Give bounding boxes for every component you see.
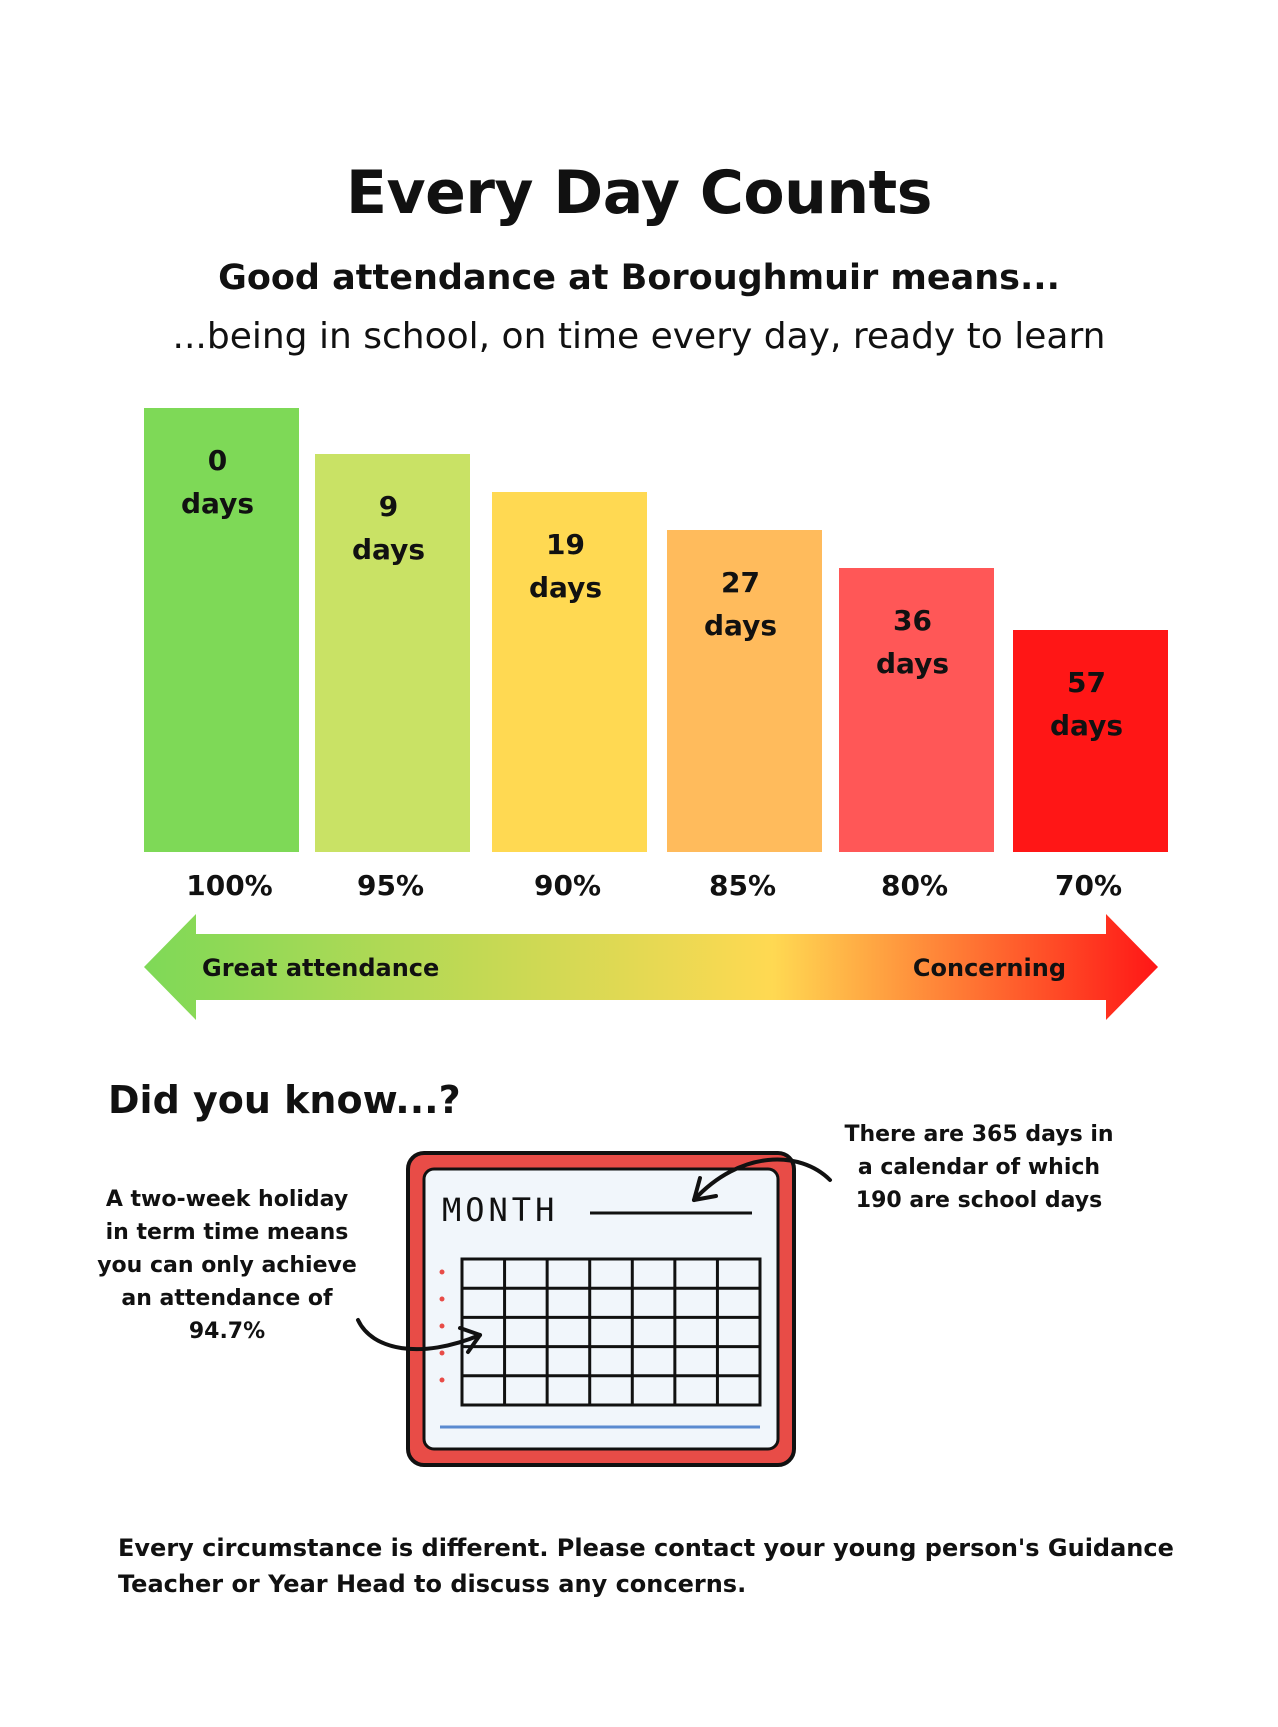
calendar-month-label: MONTH bbox=[442, 1191, 559, 1229]
did-you-know-heading: Did you know...? bbox=[108, 1078, 461, 1122]
bar-unit-label: days bbox=[352, 533, 425, 566]
arrow-to-grid-icon bbox=[358, 1320, 480, 1349]
bar-unit-label: days bbox=[529, 571, 602, 604]
bar-value-label: 27 bbox=[721, 566, 760, 599]
page-tagline: ...being in school, on time every day, ready to learn bbox=[172, 316, 1106, 357]
page-title: Every Day Counts bbox=[346, 158, 932, 228]
bar-unit-label: days bbox=[704, 609, 777, 642]
bar-value-label: 9 bbox=[378, 490, 399, 523]
arrow-label-great: Great attendance bbox=[202, 954, 440, 982]
calendar-days-note: There are 365 days in a calendar of which 190 are school days bbox=[844, 1122, 1114, 1213]
bar-value-label: 19 bbox=[546, 528, 585, 561]
page-subtitle: Good attendance at Boroughmuir means... bbox=[218, 258, 1060, 298]
x-tick-label: 80% bbox=[880, 869, 949, 902]
arrow-label-concerning: Concerning bbox=[912, 954, 1066, 982]
bar-value-label: 57 bbox=[1067, 666, 1106, 699]
x-tick-label: 100% bbox=[186, 869, 273, 902]
x-tick-label: 85% bbox=[708, 869, 777, 902]
holiday-note: A two-week holiday in term time means you can only achieve an attendance of 94.7% bbox=[97, 1187, 357, 1344]
bar-unit-label: days bbox=[876, 647, 949, 680]
bar-unit-label: days bbox=[1050, 709, 1123, 742]
bar-value-label: 36 bbox=[893, 604, 932, 637]
x-tick-label: 95% bbox=[356, 869, 425, 902]
arrow-to-month-icon bbox=[694, 1160, 830, 1200]
bar-unit-label: days bbox=[181, 487, 254, 520]
footer-note: Every circumstance is different. Please contact your young person's Guidance Teacher or Year Head to discuss any concerns. bbox=[118, 1534, 1174, 1598]
bar-value-label: 0 bbox=[207, 444, 228, 477]
x-tick-label: 90% bbox=[533, 869, 602, 902]
x-tick-label: 70% bbox=[1054, 869, 1123, 902]
